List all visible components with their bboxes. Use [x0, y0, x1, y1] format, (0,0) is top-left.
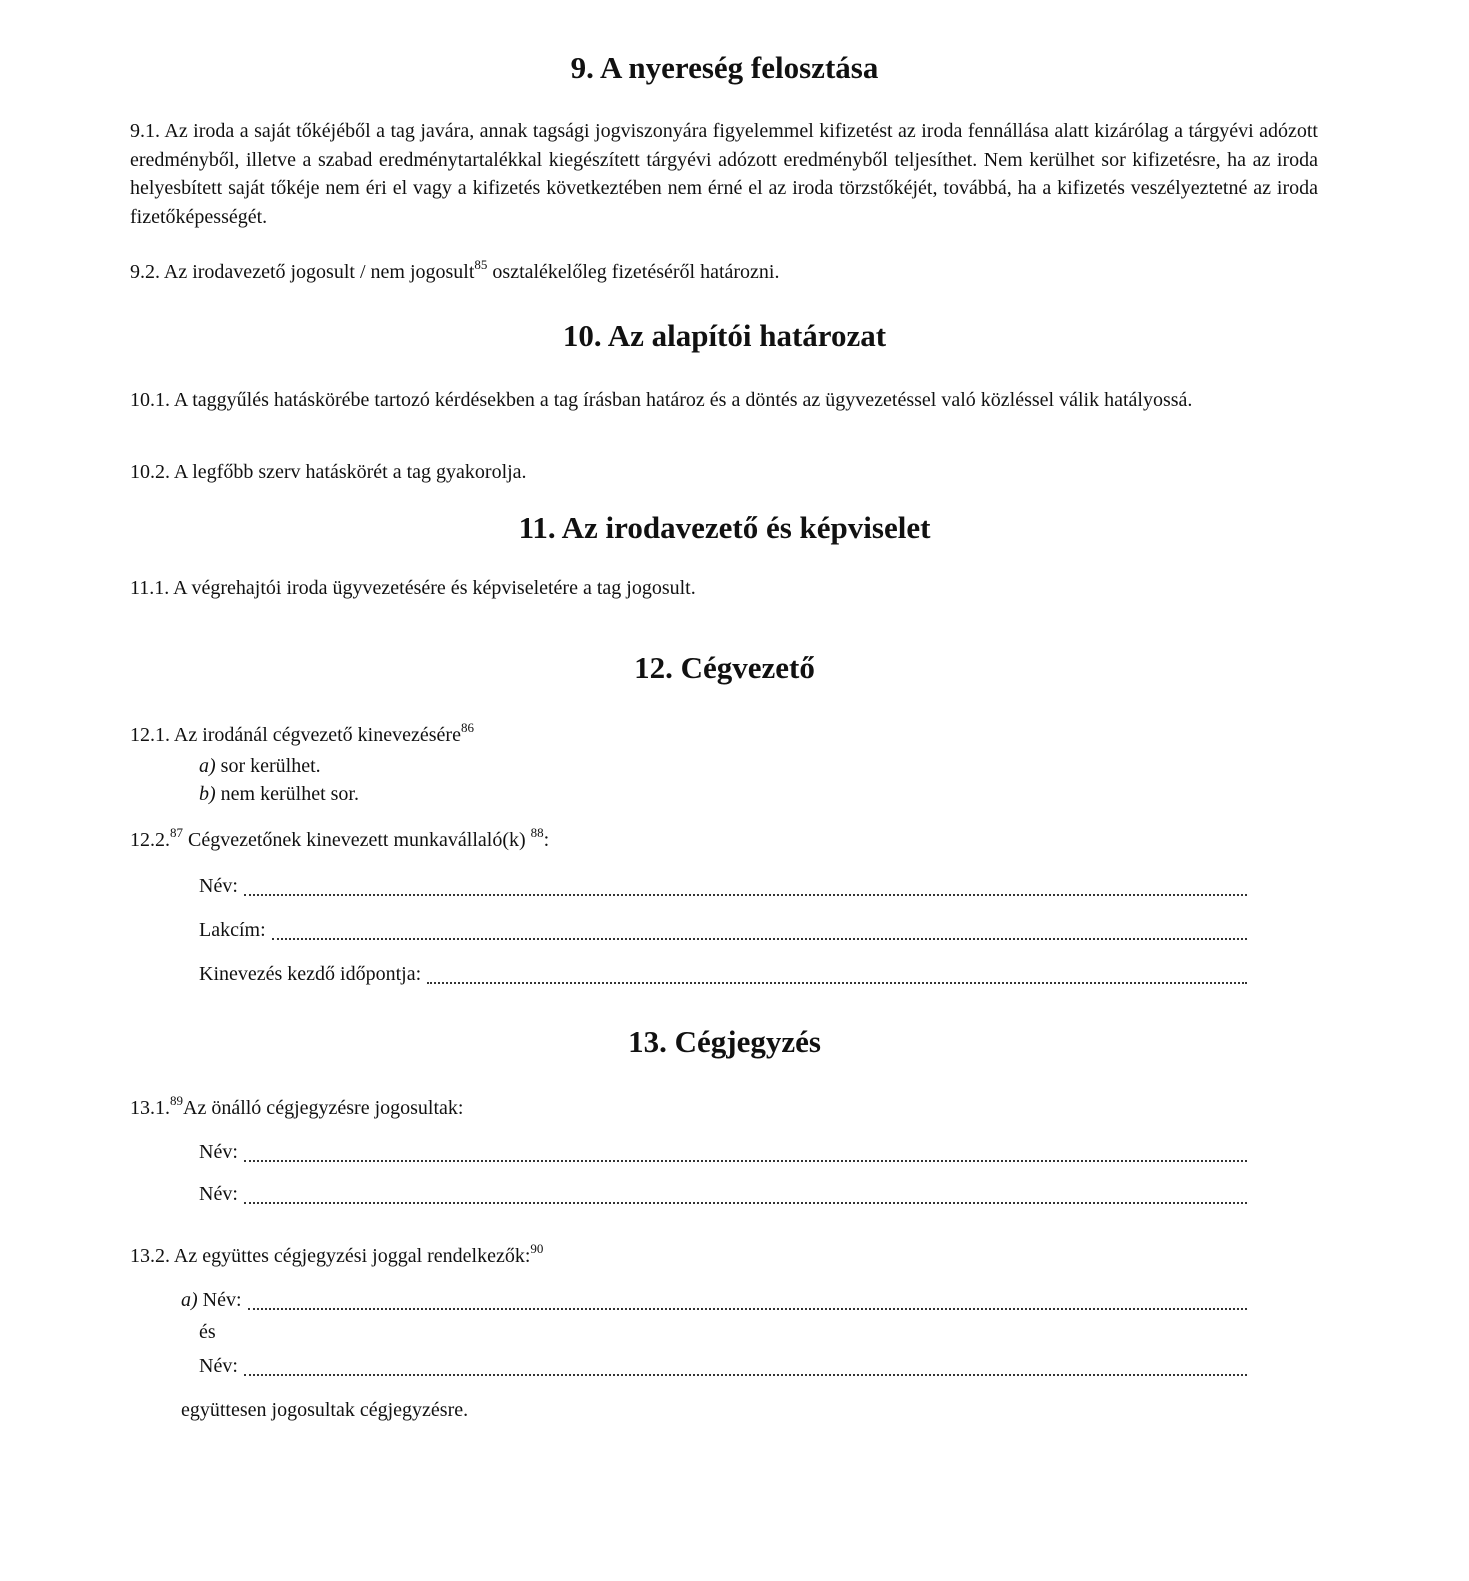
paragraph-12-1-text: 12.1. Az irodánál cégvezető kinevezésére: [130, 724, 461, 746]
option-a-text: sor kerülhet.: [215, 755, 321, 777]
section-13-title: 13. Cégjegyzés: [628, 1024, 821, 1059]
paragraph-13-1-text: Az önálló cégjegyzésre jogosultak:: [183, 1097, 464, 1119]
signatory-name-field-1[interactable]: [199, 1138, 1247, 1166]
paragraph-9-1: 9.1. Az iroda a saját tőkéjéből a tag javára, annak tagsági jogviszonyára figyelemmel kifizetést az iroda fennállása alatt kizárólag a tárgyévi adózott eredményből, illetve a szabad eredménytartalékkal kiegészített tárgyévi adózott eredményből teljesíthet. Nem kerülhet sor kifizetésre, ha az iroda helyesbített saját tőkéje nem éri el vagy a kifizetés következtében nem érné el az iroda törzstőkéjét, továbbá, ha a kifizetés veszélyeztetné az iroda fizetőképességét.: [130, 120, 1318, 228]
paragraph-9-2-text-a: 9.2. Az irodavezető jogosult / nem jogosult: [130, 261, 475, 283]
footnote-87: 87: [170, 825, 183, 840]
dotted-fill-line: [244, 874, 1247, 896]
dotted-fill-line: [244, 1182, 1247, 1204]
paragraph-13-2-text: 13.2. Az együttes cégjegyzési joggal rendelkezők:: [130, 1245, 531, 1267]
footnote-90: 90: [530, 1241, 544, 1256]
paragraph-13-1-number: 13.1.: [130, 1097, 170, 1119]
joint-signatory-name-field-a[interactable]: [181, 1286, 1247, 1314]
field-label-name: Név:: [199, 1141, 238, 1163]
paragraph-12-2-number: 12.2.: [130, 829, 170, 851]
paragraph-12-2: [130, 826, 549, 856]
field-label-name: Név:: [199, 1355, 238, 1377]
field-label-name: Név:: [202, 1289, 242, 1311]
paragraph-11-1: 11.1. A végrehajtói iroda ügyvezetésére és képviseletére a tag jogosult.: [130, 577, 696, 599]
field-label-a: [181, 1286, 248, 1314]
field-label-address: Lakcím:: [199, 919, 266, 941]
dotted-fill-line: [427, 962, 1247, 984]
option-a-letter: a): [181, 1289, 198, 1311]
manager-start-date-field[interactable]: [199, 960, 1247, 988]
field-label-name: Név:: [199, 1183, 238, 1205]
footnote-89: 89: [170, 1093, 183, 1108]
and-word: és: [199, 1321, 216, 1343]
footnote-88: 88: [530, 825, 544, 840]
field-label-start-date: Kinevezés kezdő időpontja:: [199, 963, 422, 985]
paragraph-9-2-text-b: osztalékelőleg fizetéséről határozni.: [487, 261, 780, 283]
section-10-title: 10. Az alapítói határozat: [562, 318, 887, 353]
paragraph-12-2-text: Cégvezetőnek kinevezett munkavállaló(k): [183, 829, 531, 851]
paragraph-10-1: 10.1. A taggyűlés hatáskörébe tartozó kérdésekben a tag írásban határoz és a döntés az ügyvezetéssel való közléssel válik hatályossá.: [130, 389, 1193, 411]
section-11-title: 11. Az irodavezető és képviselet: [518, 510, 931, 545]
dotted-fill-line: [248, 1288, 1247, 1310]
dotted-fill-line: [272, 918, 1247, 940]
option-a-letter: a): [199, 755, 216, 777]
section-12-title: 12. Cégvezető: [634, 650, 815, 685]
paragraph-10-2: 10.2. A legfőbb szerv hatáskörét a tag gyakorolja.: [130, 461, 527, 483]
paragraph-12-2-colon: :: [543, 829, 550, 851]
dotted-fill-line: [244, 1354, 1247, 1376]
closing-text: együttesen jogosultak cégjegyzésre.: [181, 1399, 469, 1421]
footnote-85: 85: [474, 257, 488, 272]
signatory-name-field-2[interactable]: [199, 1180, 1247, 1208]
manager-name-field[interactable]: [199, 872, 1247, 900]
paragraph-13-2: [130, 1242, 543, 1272]
field-label-name: Név:: [199, 875, 238, 897]
dotted-fill-line: [244, 1140, 1247, 1162]
option-a: [199, 752, 321, 780]
option-b-text: nem kerülhet sor.: [215, 783, 359, 805]
option-b: [199, 780, 359, 808]
footnote-86: 86: [460, 720, 474, 735]
section-9-title: 9. A nyereség felosztása: [570, 50, 879, 85]
manager-address-field[interactable]: [199, 916, 1247, 944]
joint-signatory-name-field-b[interactable]: [199, 1352, 1247, 1380]
paragraph-13-1: [130, 1094, 463, 1124]
paragraph-12-1: [130, 721, 474, 751]
paragraph-9-2: [130, 258, 780, 288]
option-b-letter: b): [199, 783, 216, 805]
